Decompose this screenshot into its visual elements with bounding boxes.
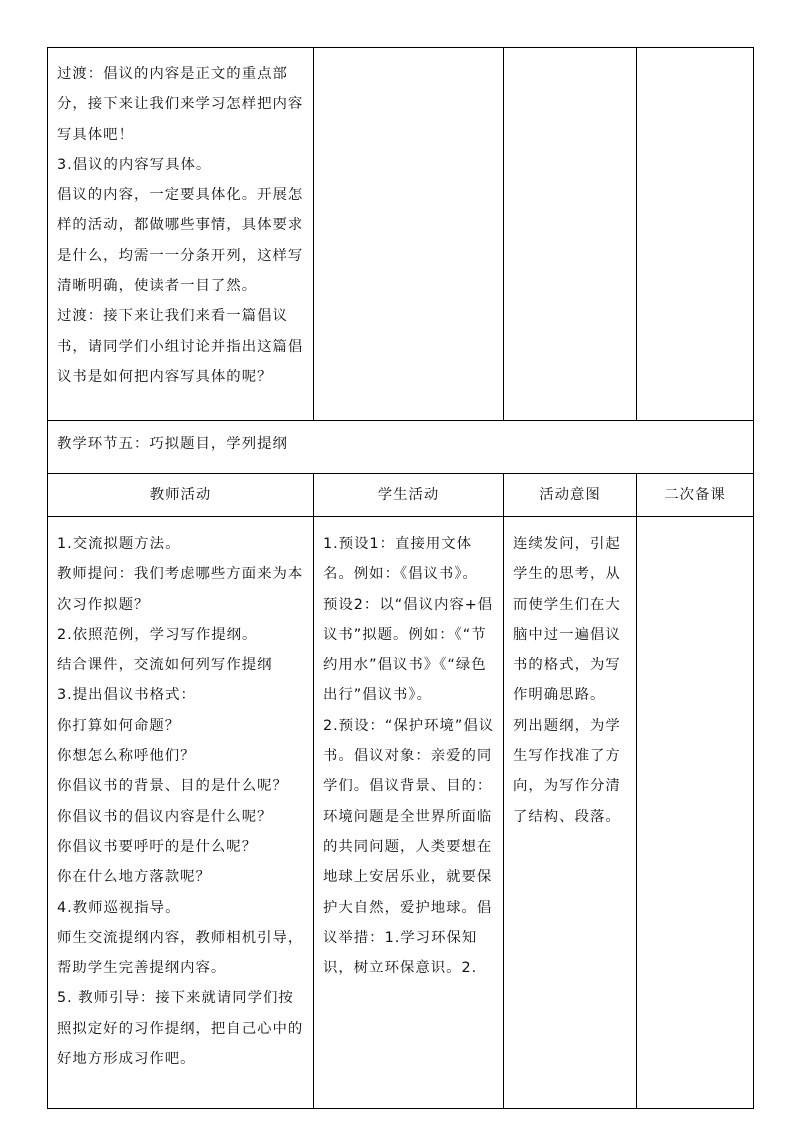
paragraph: 1.交流拟题方法。: [57, 536, 181, 552]
paragraph: 师生交流提纲内容，教师相机引导，帮助学生完善提纲内容。: [57, 929, 304, 977]
paragraph: 5. 教师引导：接下来就请同学们按照拟定好的习作提纲，把自己心中的好地方形成习作吧。: [57, 990, 304, 1068]
paragraph: 过渡：接下来让我们来看一篇倡议书，请同学们小组讨论并指出这篇倡议书是如何把内容写具体的呢？: [57, 308, 304, 385]
activity-intent-cell: [504, 517, 637, 1109]
paragraph: 你在什么地方落款呢？: [57, 869, 211, 886]
teacher-activity-cell: [48, 517, 314, 1109]
section-title: 教学环节五：巧拟题目，学列提纲: [48, 421, 754, 474]
paragraph: 你倡议书的倡议内容是什么呢？: [57, 808, 273, 825]
paragraph: 你打算如何命题？: [57, 717, 181, 734]
lesson-plan-table: [47, 47, 754, 1109]
paragraph: 4.教师巡视指导。: [57, 899, 181, 916]
paragraph: 1.预设1：直接用文体名。例如：《倡议书》。: [323, 536, 478, 583]
teacher-activity-cell: [48, 48, 314, 421]
paragraph: 列出题纲，为学生写作找准了方向，为写作分清了结构、段落。: [513, 717, 621, 825]
paragraph: 3.提出倡议书格式：: [57, 687, 196, 704]
table-header-row: [48, 474, 754, 517]
student-activity-cell: [314, 48, 504, 421]
paragraph: 预设2：以“倡议内容+倡议书”拟题。例如：《“节约用水”倡议书》《“绿色出行”倡议书》。: [323, 596, 494, 704]
paragraph: 2.预设：“保护环境”倡议书。倡议对象：亲爱的同学们。倡议背景、目的：环境问题是全世界所面临的共同问题，人类要想在地球上安居乐业，就要保护大自然，爱护地球。倡议举措：1.学习环保知识，树立环保意识。2.: [323, 717, 495, 977]
paragraph: 2.依照范例，学习写作提纲。: [57, 626, 258, 643]
column-header-intent: 活动意图: [504, 474, 637, 517]
second-preparation-cell: [637, 517, 754, 1109]
table-row: [48, 48, 754, 421]
second-preparation-cell: [637, 48, 754, 421]
student-activity-cell: [314, 517, 504, 1109]
paragraph: 过渡：倡议的内容是正文的重点部分，接下来让我们来学习怎样把内容写具体吧！: [57, 66, 304, 143]
paragraph: 3.倡议的内容写具体。: [57, 156, 212, 173]
paragraph: 你想怎么称呼他们？: [57, 748, 196, 765]
paragraph: 你倡议书的背景、目的是什么呢？: [57, 778, 288, 795]
table-row: [48, 517, 754, 1109]
paragraph: 你倡议书要呼吁的是什么呢？: [57, 838, 258, 855]
paragraph: 教师提问：我们考虑哪些方面来为本次习作拟题？: [57, 566, 304, 613]
paragraph: 结合课件，交流如何列写作提纲: [57, 657, 273, 674]
paragraph: 连续发问，引起学生的思考，从而使学生们在大脑中过一遍倡议书的格式，为写作明确思路。: [513, 536, 621, 704]
column-header-second: 二次备课: [637, 474, 754, 517]
table-row: [48, 421, 754, 474]
column-header-teacher: 教师活动: [48, 474, 314, 517]
paragraph: 倡议的内容，一定要具体化。开展怎样的活动，都做哪些事情，具体要求是什么，均需一一分条开列，这样写清晰明确，使读者一目了然。: [57, 187, 304, 295]
column-header-student: 学生活动: [314, 474, 504, 517]
activity-intent-cell: [504, 48, 637, 421]
